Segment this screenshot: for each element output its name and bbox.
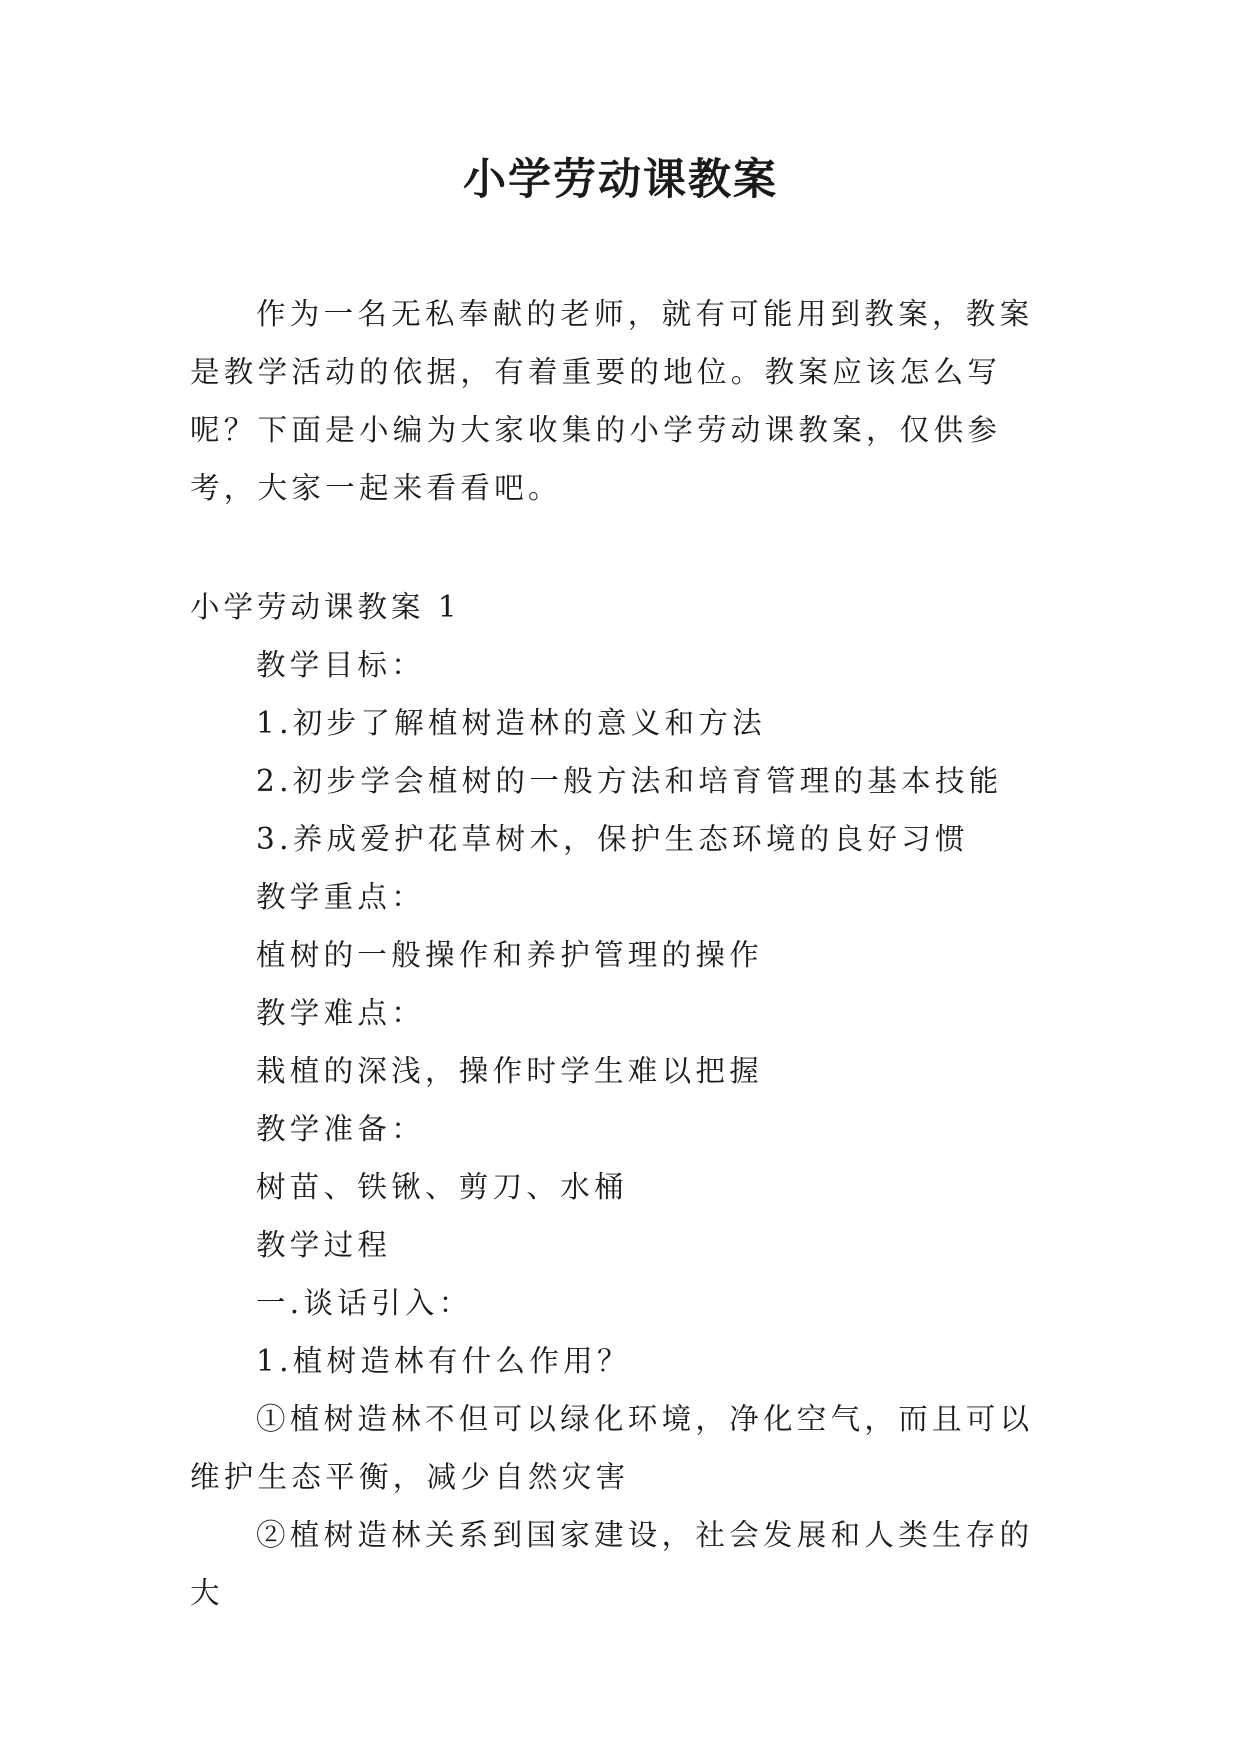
lesson-line-objective-3: 3.养成爱护花草树木，保护生态环境的良好习惯 [256, 822, 969, 856]
lesson-line-objective-2: 2.初步学会植树的一般方法和培育管理的基本技能 [256, 764, 1003, 798]
lesson-line-objectives-heading: 教学目标： [256, 648, 426, 682]
lesson-paragraph-2: ②植树造林关系到国家建设，社会发展和人类生存的大 [190, 1518, 1034, 1610]
lesson-line-preparation-heading: 教学准备： [256, 1112, 426, 1146]
lesson-paragraph-1: ①植树造林不但可以绿化环境，净化空气，而且可以维护生态平衡，减少自然灾害 [190, 1402, 1034, 1494]
lesson-line-question-1: 1.植树造林有什么作用？ [256, 1344, 631, 1378]
lesson-body [190, 636, 1052, 1622]
lesson-line-process-heading: 教学过程 [256, 1228, 392, 1262]
lesson-line-difficulty-heading: 教学难点： [256, 996, 426, 1030]
lesson-line-step-1: 一.谈话引入： [256, 1286, 473, 1320]
lesson-line-difficulty: 栽植的深浅，操作时学生难以把握 [256, 1054, 764, 1088]
document-title: 小学劳动课教案 [463, 155, 778, 205]
lesson-line-objective-1: 1.初步了解植树造林的意义和方法 [256, 706, 766, 740]
section-heading: 小学劳动课教案 1 [190, 590, 461, 624]
lesson-line-preparation: 树苗、铁锹、剪刀、水桶 [256, 1170, 628, 1204]
lesson-line-keypoints: 植树的一般操作和养护管理的操作 [256, 938, 764, 972]
intro-paragraph: 作为一名无私奉献的老师，就有可能用到教案，教案是教学活动的依据，有着重要的地位。教案应该怎么写呢？下面是小编为大家收集的小学劳动课教案，仅供参考，大家一起来看看吧。 [190, 297, 1034, 505]
lesson-line-keypoints-heading: 教学重点： [256, 880, 426, 914]
